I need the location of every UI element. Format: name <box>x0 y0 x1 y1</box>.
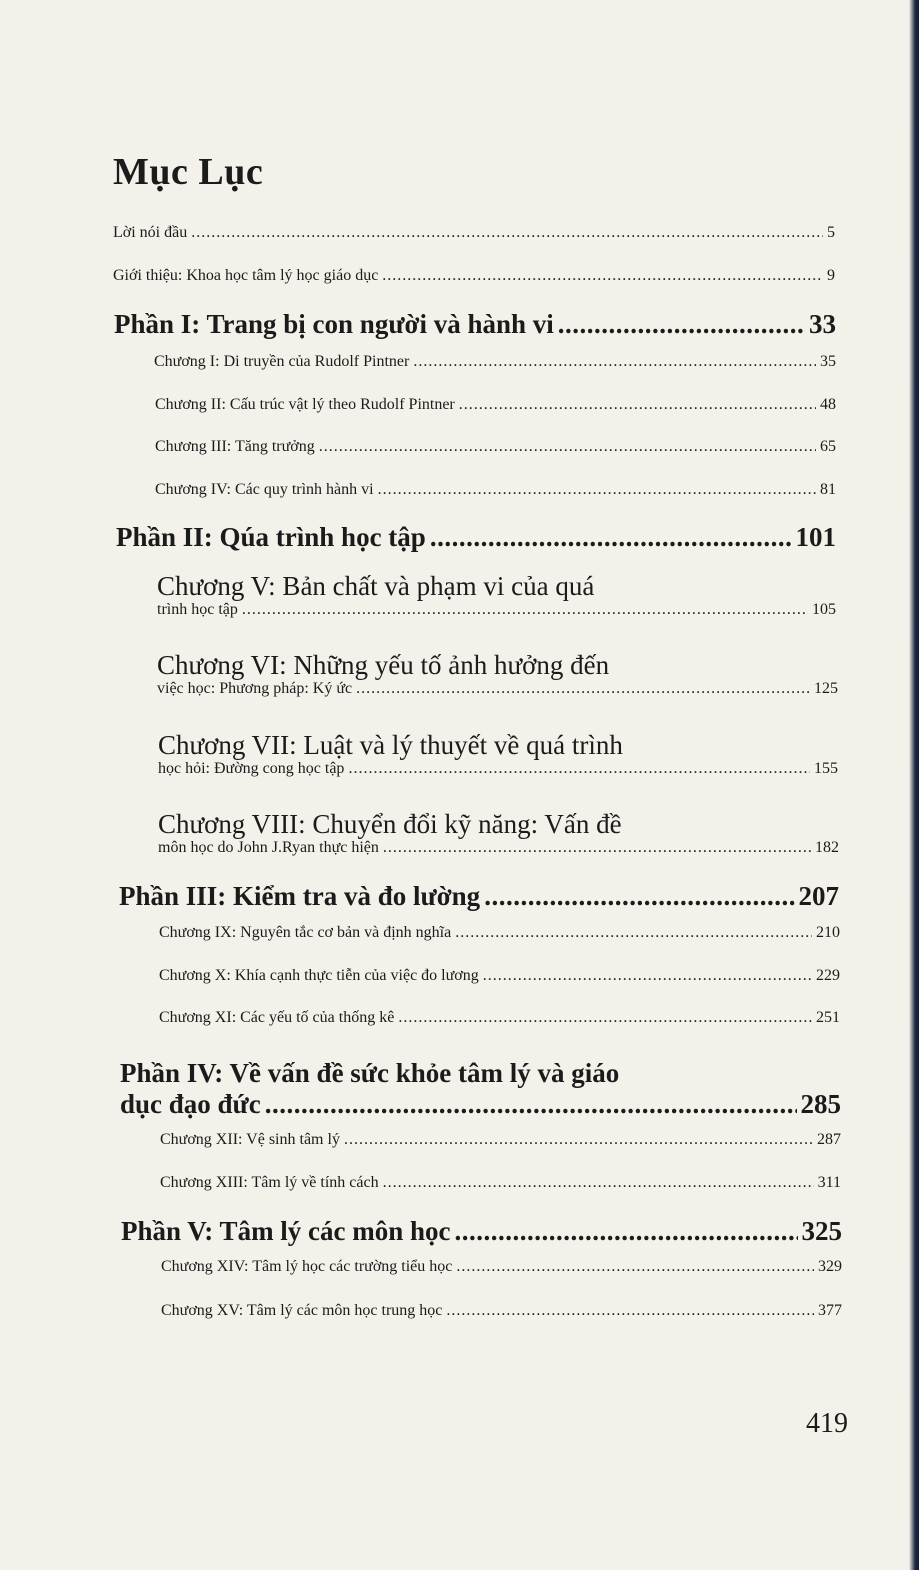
toc-chapter-title: Chương X: Khía cạnh thực tiễn của việc đo lương <box>159 967 479 984</box>
toc-part-1[interactable] <box>114 309 836 340</box>
toc-part-4[interactable] <box>120 1089 841 1120</box>
toc-part-title: Phần V: Tâm lý các môn học <box>121 1216 451 1246</box>
page-number: 419 <box>806 1408 848 1439</box>
dot-leader <box>383 839 811 857</box>
toc-entry-page: 9 <box>827 267 835 284</box>
toc-chapter-title: học hỏi: Đường cong học tập <box>158 760 345 777</box>
toc-chapter-8[interactable] <box>158 839 839 857</box>
toc-chapter-5-line1[interactable]: Chương V: Bản chất và phạm vi của quá <box>157 571 595 601</box>
dot-leader <box>348 760 810 778</box>
toc-chapter-page: 155 <box>814 760 838 777</box>
toc-part-page: 207 <box>798 881 839 911</box>
toc-entry-title: Giới thiệu: Khoa học tâm lý học giáo dục <box>113 267 379 284</box>
toc-chapter-title: việc học: Phương pháp: Ký ức <box>157 680 353 697</box>
toc-chapter-title: Chương XIV: Tâm lý học các trường tiểu học <box>161 1258 453 1275</box>
toc-chapter-page: 229 <box>816 967 840 984</box>
dot-leader <box>356 680 810 698</box>
dot-leader <box>413 353 816 371</box>
toc-part-title: Phần I: Trang bị con người và hành vi <box>114 309 554 339</box>
toc-part-title: dục đạo đức <box>120 1089 261 1119</box>
dot-leader <box>446 1302 814 1320</box>
toc-chapter-4[interactable] <box>155 481 836 499</box>
toc-part-page: 325 <box>801 1216 842 1246</box>
toc-chapter-6[interactable] <box>157 680 838 698</box>
dot-leader <box>398 1009 812 1027</box>
dot-leader <box>191 224 823 242</box>
toc-chapter-title: Chương XIII: Tâm lý về tính cách <box>160 1174 379 1191</box>
toc-chapter-page: 105 <box>812 601 836 618</box>
toc-part-page: 33 <box>809 309 836 339</box>
page-title: Mục Lục <box>113 151 264 193</box>
dot-leader <box>430 522 792 553</box>
toc-chapter-page: 65 <box>820 438 836 455</box>
toc-chapter-page: 311 <box>817 1174 841 1191</box>
dot-leader <box>383 1174 814 1192</box>
toc-chapter-page: 287 <box>817 1131 841 1148</box>
toc-chapter-page: 210 <box>816 924 840 941</box>
toc-part-4-line1[interactable]: Phần IV: Về vấn đề sức khỏe tâm lý và giáo <box>120 1058 620 1088</box>
dot-leader <box>242 601 808 619</box>
dot-leader <box>483 967 812 985</box>
toc-chapter-title: Chương III: Tăng trưởng <box>155 438 315 455</box>
dot-leader <box>344 1131 813 1149</box>
toc-chapter-page: 81 <box>820 481 836 498</box>
toc-part-page: 285 <box>800 1089 841 1119</box>
toc-chapter-6-line1[interactable]: Chương VI: Những yếu tố ảnh hưởng đến <box>157 650 610 680</box>
toc-entry-preface[interactable] <box>113 224 835 242</box>
toc-chapter-title: trình học tập <box>157 601 238 618</box>
toc-chapter-12[interactable] <box>160 1131 841 1149</box>
dot-leader <box>319 438 816 456</box>
toc-chapter-title: Chương II: Cấu trúc vật lý theo Rudolf Pintner <box>155 396 455 413</box>
toc-chapter-14[interactable] <box>161 1258 842 1276</box>
toc-chapter-page: 48 <box>820 396 836 413</box>
dot-leader <box>484 881 794 912</box>
dot-leader <box>382 267 823 285</box>
toc-chapter-8-line1[interactable]: Chương VIII: Chuyển đổi kỹ năng: Vấn đề <box>158 809 622 839</box>
toc-chapter-7[interactable] <box>158 760 838 778</box>
dot-leader <box>456 1258 814 1276</box>
toc-chapter-title: Chương I: Di truyền của Rudolf Pintner <box>154 353 410 370</box>
toc-chapter-10[interactable] <box>159 967 840 985</box>
toc-entry-title: Lời nói đầu <box>113 224 188 241</box>
toc-chapter-title: Chương IX: Nguyên tắc cơ bản và định nghĩa <box>159 924 452 941</box>
toc-chapter-title: Chương XII: Vệ sinh tâm lý <box>160 1131 340 1148</box>
toc-chapter-7-line1[interactable]: Chương VII: Luật và lý thuyết về quá trình <box>158 730 623 760</box>
toc-chapter-3[interactable] <box>155 438 836 456</box>
toc-chapter-13[interactable] <box>160 1174 841 1192</box>
toc-chapter-9[interactable] <box>159 924 840 942</box>
toc-chapter-page: 35 <box>820 353 836 370</box>
dot-leader <box>459 396 816 414</box>
toc-part-page: 101 <box>795 522 836 552</box>
toc-part-3[interactable] <box>119 881 839 912</box>
toc-chapter-15[interactable] <box>161 1302 842 1320</box>
dot-leader <box>558 309 805 340</box>
toc-chapter-2[interactable] <box>155 396 836 414</box>
toc-chapter-page: 251 <box>816 1009 840 1026</box>
page-edge <box>909 0 919 1570</box>
toc-entry-introduction[interactable] <box>113 267 835 285</box>
dot-leader <box>265 1089 797 1120</box>
toc-part-2[interactable] <box>116 522 836 553</box>
dot-leader <box>455 924 812 942</box>
toc-chapter-1[interactable] <box>154 353 836 371</box>
toc-chapter-title: Chương XV: Tâm lý các môn học trung học <box>161 1302 443 1319</box>
dot-leader <box>378 481 816 499</box>
toc-chapter-title: môn học do John J.Ryan thực hiện <box>158 839 379 856</box>
toc-part-title: Phần III: Kiểm tra và đo lường <box>119 881 481 911</box>
toc-chapter-page: 182 <box>815 839 839 856</box>
toc-chapter-title: Chương IV: Các quy trình hành vi <box>155 481 374 498</box>
toc-entry-page: 5 <box>827 224 835 241</box>
toc-part-title: Phần II: Qúa trình học tập <box>116 522 426 552</box>
toc-chapter-5[interactable] <box>157 601 836 619</box>
toc-chapter-page: 329 <box>818 1258 842 1275</box>
toc-chapter-page: 377 <box>818 1302 842 1319</box>
dot-leader <box>455 1216 798 1247</box>
toc-part-5[interactable] <box>121 1216 842 1247</box>
toc-chapter-page: 125 <box>814 680 838 697</box>
toc-chapter-title: Chương XI: Các yếu tố của thống kê <box>159 1009 395 1026</box>
toc-chapter-11[interactable] <box>159 1009 840 1027</box>
